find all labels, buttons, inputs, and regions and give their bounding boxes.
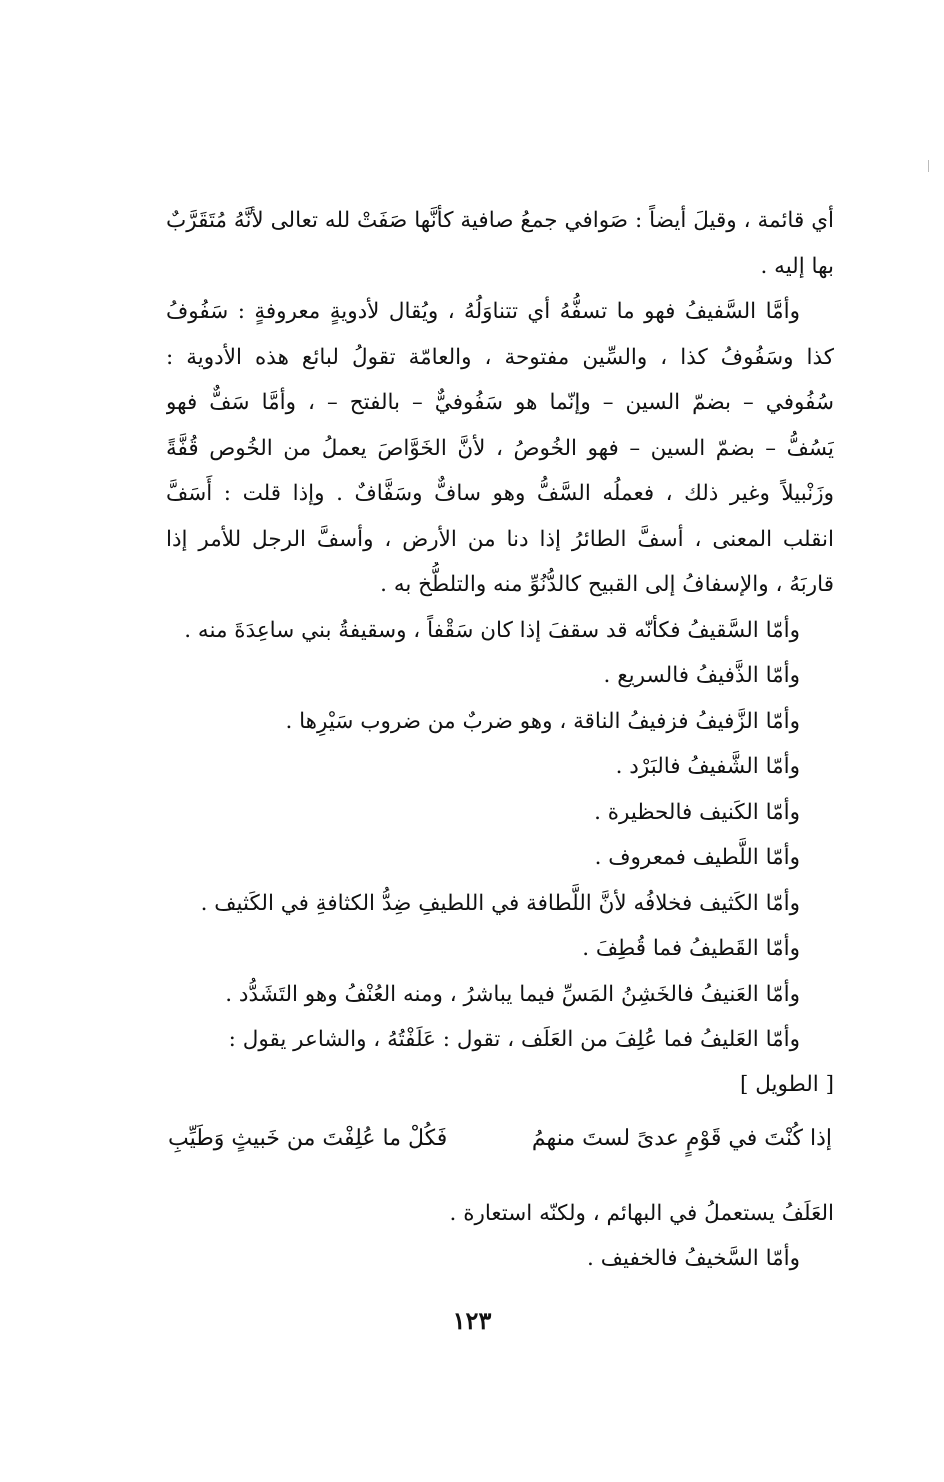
text-line: وأمَّا السَّفيفُ فهو ما تسفُّهُ أي تتناوَلُهُ ، ويُقال لأدويةٍ معروفةٍ : سَفُوفُ	[166, 299, 800, 324]
text-line: وأمّا السَّخيفُ فالخفيف .	[587, 1246, 800, 1271]
text-line: وأمّا العَنيفُ فالخَشِنُ المَسِّ فيما يباشرُ ، ومنه العُنْفُ وهو التَشَدُّد .	[225, 981, 800, 1007]
text-line: وأمّا اللَّطيف فمعروف .	[594, 845, 800, 870]
text-line: وأمّا الكَثيف فخلافُه لأنَّ اللَّطافة في اللطيفِ ضِدُّ الكثافةِ في الكَثيف .	[200, 890, 800, 916]
text-line: سُفُوفي – بضمّ السين – وإنّما هو سَفُوفيٌّ – بالفتح – ، وأمَّا سَفٌّ فهو	[166, 390, 834, 415]
meter-label: [ الطويل ]	[740, 1071, 834, 1097]
text-line: وأمّا الكَنيف فالحظيرة .	[594, 799, 800, 825]
text-line: وأمّا العَليفُ فما عُلِفَ من العَلَف ، تقول : عَلَفْتُهُ ، والشاعر يقول :	[228, 1027, 800, 1052]
body-text	[166, 198, 834, 1282]
verse-first-hemistich: إذا كُنْتَ في قَوْمٍ عدىً لستَ منهمُ	[531, 1126, 832, 1151]
poetry-verse	[166, 1107, 834, 1171]
text-line: وأمّا الزَّفيفُ فزفيفُ الناقة ، وهو ضربٌ من ضروب سَيْرِها .	[285, 708, 800, 734]
verse-spacer	[166, 1171, 834, 1191]
text-line: انقلب المعنى ، أسفَّ الطائرُ إذا دنا من الأرض ، وأسفَّ الرجل للأمر إذا	[166, 526, 834, 552]
text-line: أي قائمة ، وقيلَ أيضاً : صَوافي جمعُ صافية كأنَّها صَفَتْ لله تعالى لأنَّهُ مُتَقَرَّبٌ	[166, 208, 834, 233]
page-number: ١٢٣	[452, 1306, 492, 1335]
text-line: وأمّا السَّقيفُ فكأنّه قد سقفَ إذا كان سَقْفاً ، وسقيفةُ بني ساعِدَةَ منه .	[184, 617, 800, 643]
text-line: العَلَفُ يستعملُ في البهائم ، ولكنّه استعارة .	[449, 1200, 834, 1226]
text-line: وزَنْبيلاً وغير ذلك ، فعملُه السَّفُّ وهو سافٌّ وسَفَّافٌ . وإذا قلت : أَسَفَّ	[166, 481, 834, 506]
text-line: وأمّا الذَّفيفُ فالسريع .	[603, 663, 800, 688]
text-line: وأمّا القَطيفُ فما قُطِفَ .	[582, 936, 800, 961]
margin-mark	[928, 160, 929, 172]
text-line: يَسُفُّ – بضمّ السين – فهو الخُوصُ ، لأنَّ الخَوَّاصَ يعملُ من الخُوص قُفَّةً	[166, 435, 834, 461]
text-line: كذا وسَفُوفُ كذا ، والسِّين مفتوحة ، والعامّة تقولُ لبائع هذه الأدوية :	[166, 344, 834, 370]
text-line: وأمّا الشَّفيفُ فالبَرْد .	[615, 754, 800, 779]
verse-second-hemistich: فَكُلْ ما عُلِفْتَ من خَبيثٍ وَطَيِّبِ	[168, 1126, 448, 1151]
text-line: بها إليه .	[760, 253, 834, 279]
text-line: قاربَهُ ، والإسفافُ إلى القبيح كالدُّنُوِّ منه والتلطُّخ به .	[380, 572, 834, 597]
